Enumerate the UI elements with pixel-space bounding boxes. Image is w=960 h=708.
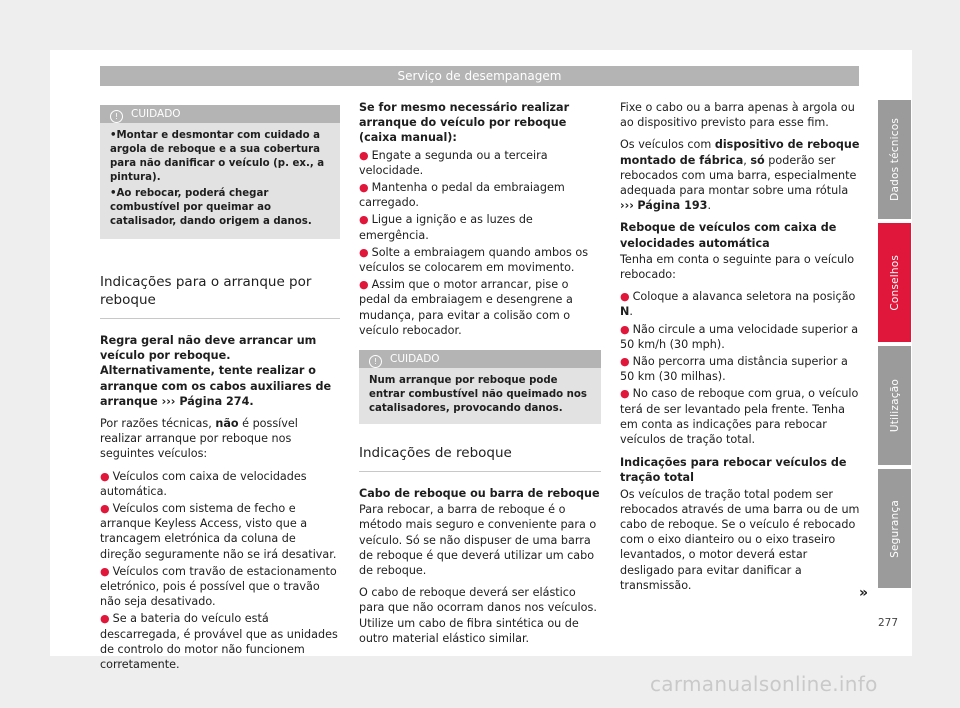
warning-icon: !: [110, 110, 123, 123]
page-number: 277: [878, 617, 899, 629]
list-item: ● Coloque a alavanca seletora na posição N.: [620, 290, 856, 319]
list-item: ● Solte a embraiagem quando ambos os veículos se colocarem em movimento.: [359, 245, 589, 275]
continue-arrow: »: [859, 585, 869, 601]
caution-item: •Montar e desmontar com cuidado a argola de reboque e a sua cobertura para não danificar o veículo (p. ex., a pintura).: [110, 130, 325, 183]
ref-arrows: ›››: [161, 394, 176, 408]
page-header: Serviço de desempanagem: [100, 66, 859, 86]
section-title-arranque: Indicações para o arranque por reboque: [100, 273, 340, 319]
tab-utilizacao[interactable]: Utilização: [878, 346, 911, 465]
ref-arrows: ›››: [620, 199, 634, 213]
awd-paragraph: Os veículos de tração total podem ser rebocados através de uma barra ou de um cabo de reboque. Se o veículo é rebocado com o eixo dianteiro ou o eixo traseiro levantados, o motor deverá estar desligado para evitar danificar a transmissão.: [620, 487, 860, 592]
list-item: ● Não percorra uma distância superior a 50 km (30 milhas).: [620, 355, 848, 384]
list-item: ● Veículos com travão de estacionamento eletrónico, pois é possível que o travão não seja desativado.: [100, 564, 337, 609]
tab-dados-tecnicos[interactable]: Dados técnicos: [878, 100, 911, 219]
fix-paragraph: Fixe o cabo ou a barra apenas à argola ou ao dispositivo previsto para esse fim.: [620, 101, 855, 130]
caution-box-1: [100, 105, 340, 239]
caution-header: ! CUIDADO: [359, 350, 601, 368]
list-item: ● No caso de reboque com grua, o veículo terá de ser levantado pela frente. Tenha em conta as indicações para rebocar veículos de tração total.: [620, 387, 859, 447]
factory-device-paragraph: Os veículos com dispositivo de reboque montado de fábrica, só poderão ser rebocados com uma barra, especialmente adequada para montar sobre uma rótula ››› Página 193.: [620, 138, 860, 213]
column-2: [359, 100, 601, 653]
page-ref-link[interactable]: Página 274: [179, 394, 250, 408]
tab-conselhos[interactable]: Conselhos: [878, 223, 911, 342]
awd-title: Indicações para rebocar veículos de tração total: [620, 456, 847, 485]
caution-item: •Ao rebocar, poderá chegar combustível por queimar ao catalisador, dando origem a danos.: [110, 188, 312, 227]
auto-intro: Tenha em conta o seguinte para o veículo rebocado:: [620, 252, 855, 282]
caution-box-2: [359, 350, 601, 424]
warning-icon: !: [369, 355, 382, 368]
list-item: ● Mantenha o pedal da embraiagem carregado.: [359, 181, 565, 210]
bar-paragraph-2: O cabo de reboque deverá ser elástico para que não ocorram danos nos veículos. Utilize um cabo de fibra sintética ou de outro material elástico similar.: [359, 586, 597, 645]
list-item: ● Assim que o motor arrancar, pise o pedal da embraiagem e desengrene a mudança, para evitar a colisão com o veículo rebocador.: [359, 278, 573, 337]
list-item: ● Veículos com sistema de fecho e arranque Keyless Access, visto que a trancagem eletrónica da coluna de direção seguramente não se irá desativar.: [100, 502, 337, 561]
bar-title: Cabo de reboque ou barra de reboque: [359, 487, 600, 501]
caution-header: ! CUIDADO: [100, 105, 340, 123]
list-item: ● Se a bateria do veículo está descarregada, é provável que as unidades de controlo do motor não funcionem corretamente.: [100, 612, 338, 672]
column-1: [100, 100, 340, 674]
intro-paragraph: Regra geral não deve arrancar um veículo por reboque. Alternativamente, tente realizar o arranque com os cabos auxiliares de arranque ››› Página 274.: [100, 334, 332, 408]
column-3: [620, 100, 860, 600]
auto-title: Reboque de veículos com caixa de velocidades automática: [620, 221, 837, 250]
list-item: ● Veículos com caixa de velocidades automática.: [100, 469, 307, 498]
list-item: ● Engate a segunda ou a terceira velocidade.: [359, 148, 548, 177]
bar-paragraph-1: Para rebocar, a barra de reboque é o método mais seguro e conveniente para o veículo. Só se não dispuser de uma barra de reboque é que deverá utilizar um cabo de reboque.: [359, 503, 597, 578]
watermark: carmanualsonline.info: [650, 672, 878, 696]
caution-text: Num arranque por reboque pode entrar combustível não queimado nos catalisadores, provocando danos.: [369, 375, 587, 415]
reasons-paragraph: Por razões técnicas, não é possível realizar arranque por reboque nos seguintes veículos:: [100, 417, 298, 461]
tab-seguranca[interactable]: Segurança: [878, 469, 911, 588]
manual-title: Se for mesmo necessário realizar arranque do veículo por reboque (caixa manual):: [359, 101, 570, 145]
page-ref-link[interactable]: Página 193: [637, 199, 708, 213]
list-item: ● Não circule a uma velocidade superior a 50 km/h (30 mph).: [620, 322, 859, 351]
section-title-reboque: Indicações de reboque: [359, 444, 601, 472]
list-item: ● Ligue a ignição e as luzes de emergência.: [359, 213, 533, 242]
